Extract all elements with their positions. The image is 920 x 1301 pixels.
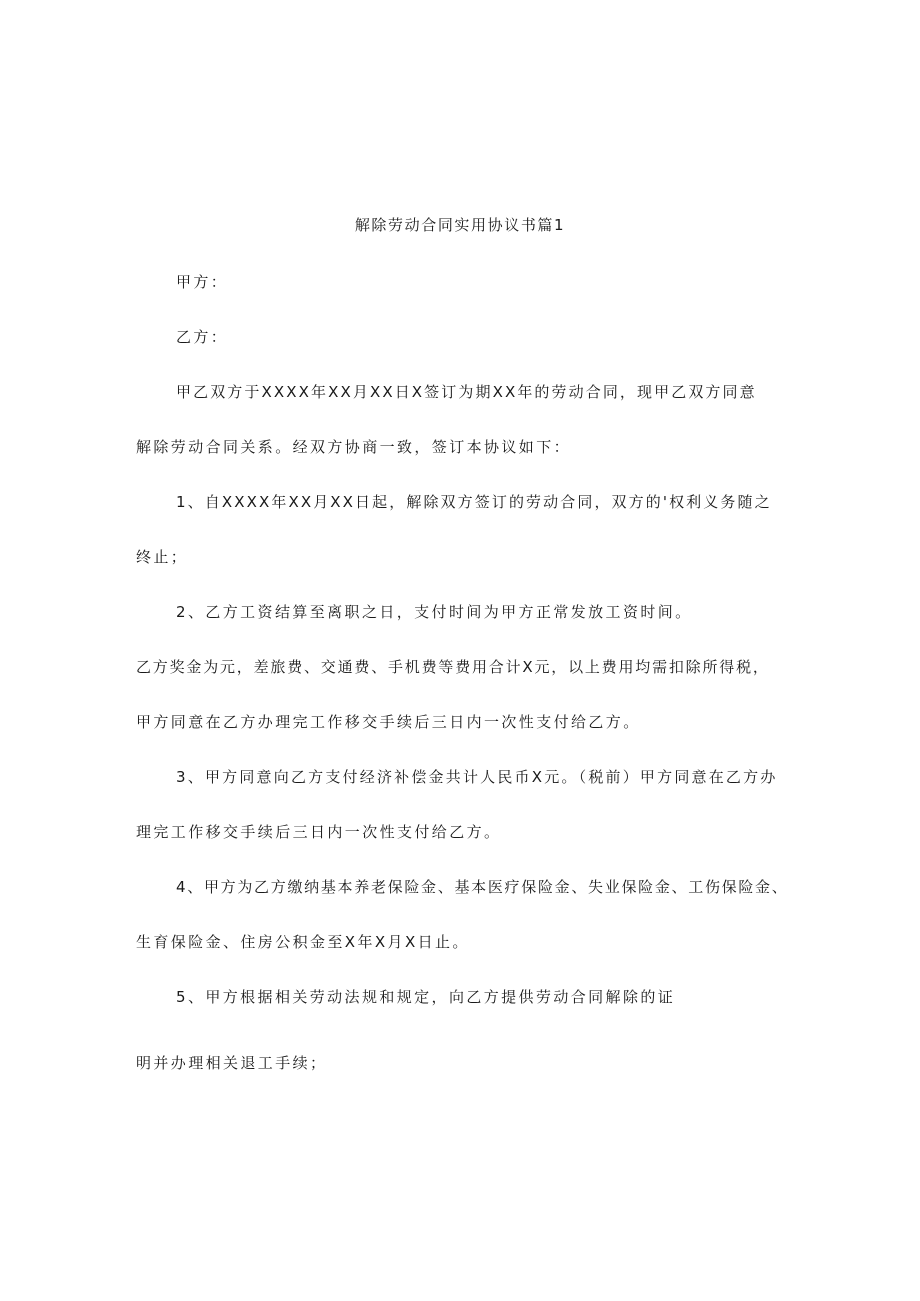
clause-5-line: 明并办理相关退工手续；: [136, 1054, 328, 1072]
clause-2-line: 2、乙方工资结算至离职之日，支付时间为甲方正常发放工资时间。: [176, 603, 693, 621]
party-a-line: 甲方：: [176, 273, 229, 291]
clause-1-line: 终止；: [136, 548, 189, 566]
party-b-line: 乙方：: [176, 328, 229, 346]
clause-4-line: 4、甲方为乙方缴纳基本养老保险金、基本医疗保险金、失业保险金、工伤保险金、: [176, 878, 789, 896]
document-title: 解除劳动合同实用协议书篇1: [354, 216, 566, 234]
paragraph-line: 解除劳动合同关系。经双方协商一致，签订本协议如下：: [136, 438, 572, 456]
clause-4-line: 生育保险金、住房公积金至X年X月X日止。: [136, 933, 470, 951]
clause-5-line: 5、甲方根据相关劳动法规和规定，向乙方提供劳动合同解除的证: [176, 988, 676, 1006]
clause-3-line: 理完工作移交手续后三日内一次性支付给乙方。: [136, 823, 502, 841]
paragraph-line: 甲乙双方于XXXX年XX月XX日X签订为期XX年的劳动合同，现甲乙双方同意: [176, 383, 757, 401]
clause-1-line: 1、自XXXX年XX月XX日起，解除双方签订的劳动合同，双方的'权利义务随之: [176, 493, 772, 511]
clause-2-line: 乙方奖金为元，差旅费、交通费、手机费等费用合计X元，以上费用均需扣除所得税，: [136, 658, 770, 676]
clause-3-line: 3、甲方同意向乙方支付经济补偿金共计人民币X元。（税前）甲方同意在乙方办: [176, 768, 778, 786]
clause-2-line: 甲方同意在乙方办理完工作移交手续后三日内一次性支付给乙方。: [136, 713, 641, 731]
